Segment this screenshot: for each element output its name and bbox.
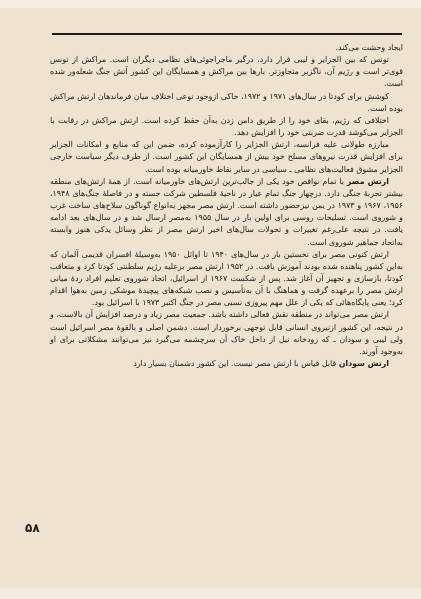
paragraph-body: اختلافی که رژیم، بقای خود را از طریق دامن زدن به‌آن حفظ کرده است. ارتش مراکش در رقابت با الجزایر می‌کوشد قدرت ضربتی خود را افزایش دهد. [50,115,403,138]
paragraph-body: تونس که بین الجزایر و لیبی قرار دارد، درگیر ماجراجوئی‌های نظامی دیگران است. مراکش از تونس قوی‌تر است و رژیم آن، ناگزیر متجاوزتر. بارها بین مراکش و همسایگان این کشور آتش جنگ شعله‌ور شده است. [50,55,403,89]
paragraph [50,358,403,370]
body-text [50,42,403,370]
page-bottom-edge [0,588,421,599]
paragraph [50,115,403,139]
paragraph-body: ارتش کنونی مصر برای نخستین بار در سال‌های ۱۹۴۰ تا اوائل ۱۹۵۰ به‌وسیلهٔ افسران قدیمی آلمان که به‌این کشور پناهنده شده بودند آموزش یافت. در ۱۹۵۲ ارتش مصر برعلیه رژیم سلطنتی کودتا کرد و متعاقب کودتا، بازسازی و تجهیز آن آغاز شد. پس از شکست ۱۹۶۷ از اسرائیل، اتحاد شوروی تعلیم افراد ردهٔ میانی ارتش مصر را برعهده گرفت و هماهنگ با آن به‌تأسیس و نصب شبکه‌های پیچیدهٔ موشکی زمین به‌هوا اقدام کرد؛ یعنی پایگاه‌هائی که یکی از علل مهم پیروزی نسبی مصر در جنگ اکتبر ۱۹۷۳ با اسرائیل بود. [50,249,404,308]
paragraph [50,54,403,90]
section-lead: ارتش مصر [346,176,389,186]
section-lead: ارتش سودان [338,359,389,369]
paragraph [50,309,403,358]
paragraph-body: ارتش مصر می‌تواند در منطقه نقش فعالی داشته باشد. جمعیت مصر زیاد و درصد افزایش آن بالاست، و در نتیجه، این کشور ازنیروی انسانی قابل توجهی برخوردار است. دشمن اصلی و بالقوهٔ مصر اسرائیل است ولی لیبی و سودان ـ که رودخانه نیل از داخل خاک آن سرچشمه می‌گیرد نیز می‌توانند مشکلاتی برای او به‌وجود آورند. [50,310,403,356]
paragraph [50,91,403,115]
paragraph-body: ایجاد وحشت می‌کند. [335,43,403,52]
paragraph [50,176,403,249]
header-rule [52,33,402,35]
paragraph [50,42,403,54]
page-number: ۵۸ [25,521,40,535]
paragraph [50,249,403,310]
paragraph [50,139,403,175]
paragraph-body: کوشش برای کودتا در سال‌های ۱۹۷۱ و ۱۹۷۲، حاکی ازوجود نوعی اختلاف میان فرماندهان ارتش مراکش بوده است. [50,91,403,113]
paragraph-body: مبارزه طولانی علیه فرانسه، ارتش الجزایر را کارآزموده کرده، ضمن این که منابع و امکانات الجزایر برای افزایش قدرت نیروهای مسلح خود بیش از همسایگان این کشور است. از طرف دیگر سیاست خارجی الجزایر مشوق فعالیت‌های نظامی ـ سیاسی در سایر نقاط خاورمیانه بوده است. [50,140,403,174]
page-top-edge [0,0,421,8]
paragraph-body: با تمام نواقص خود یکی از جالب‌ترین ارتش‌های خاورمیانه است. از همهٔ ارتش‌های منطقه بیشتر تجربهٔ جنگی دارد. درچهار جنگ تمام عیار در ناحیهٔ فلسطین شرکت جسته و در فاصلهٔ جنگ‌های ۱۹۴۸، ۱۹۵۶، ۱۹۶۷ و ۱۹۷۳ در یمن نیزحضور داشته است. ارتش مصر مجهز به‌انواع گوناگون سلاح‌های ساخت غرب و شوروی است. تسلیحات روسی برای اولین بار در سال ۱۹۵۵ به‌مصر ارسال شد و در سال‌های بعد ادامه یافت. در نتیجه علی‌رغم تغییرات و تحولات سال‌های اخیر ارتش مصر از نظر وسائل یدکی هنوز وابسته به‌اتحاد جماهیر شوروی است. [50,176,403,247]
paragraph-body: قابل قیاس با ارتش مصر نیست. این کشور دشمنان بسیار دارد [133,359,339,369]
